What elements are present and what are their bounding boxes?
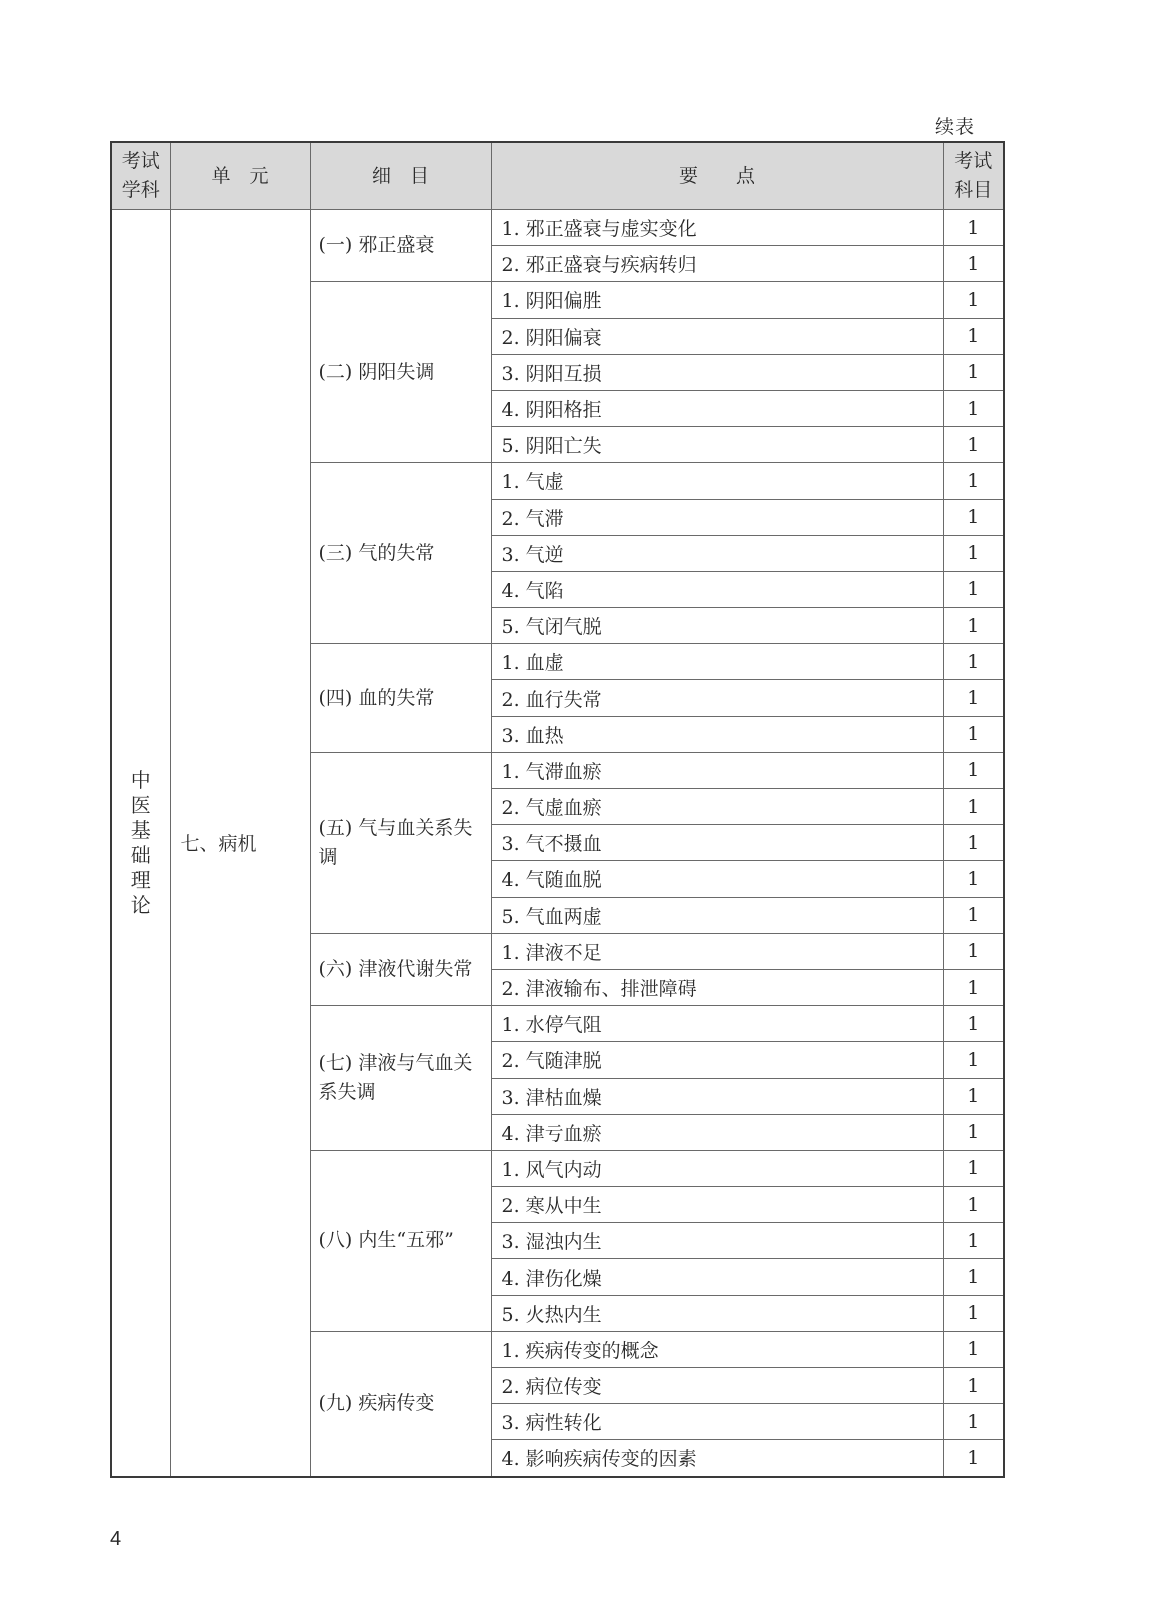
point-cell: 1. 气虚 [491, 463, 943, 499]
point-cell: 2. 气滞 [491, 499, 943, 535]
point-cell: 4. 影响疾病传变的因素 [491, 1440, 943, 1477]
level-cell: 1 [943, 969, 1004, 1005]
point-cell: 1. 风气内动 [491, 1150, 943, 1186]
point-cell: 1. 疾病传变的概念 [491, 1331, 943, 1367]
point-cell: 2. 寒从中生 [491, 1187, 943, 1223]
level-cell: 1 [943, 210, 1004, 246]
point-cell: 3. 气不摄血 [491, 825, 943, 861]
level-cell: 1 [943, 318, 1004, 354]
point-cell: 3. 津枯血燥 [491, 1078, 943, 1114]
level-cell: 1 [943, 825, 1004, 861]
level-cell: 1 [943, 1078, 1004, 1114]
point-cell: 1. 邪正盛衰与虚实变化 [491, 210, 943, 246]
point-cell: 1. 阴阳偏胜 [491, 282, 943, 318]
detail-cell: (九) 疾病传变 [310, 1331, 491, 1476]
header-subject-text: 考试 学科 [121, 150, 160, 201]
level-cell: 1 [943, 246, 1004, 282]
point-cell: 3. 阴阳互损 [491, 354, 943, 390]
point-cell: 1. 津液不足 [491, 933, 943, 969]
level-cell: 1 [943, 752, 1004, 788]
level-cell: 1 [943, 1150, 1004, 1186]
syllabus-table [110, 141, 1005, 1478]
level-cell: 1 [943, 1006, 1004, 1042]
point-cell: 4. 津亏血瘀 [491, 1114, 943, 1150]
table-body [111, 210, 1004, 1477]
level-cell: 1 [943, 1295, 1004, 1331]
level-cell: 1 [943, 1114, 1004, 1150]
level-cell: 1 [943, 861, 1004, 897]
detail-cell: (二) 阴阳失调 [310, 282, 491, 463]
point-cell: 5. 气血两虚 [491, 897, 943, 933]
point-cell: 1. 血虚 [491, 644, 943, 680]
level-cell: 1 [943, 390, 1004, 426]
level-cell: 1 [943, 933, 1004, 969]
header-detail: 细 目 [310, 142, 491, 210]
level-cell: 1 [943, 1331, 1004, 1367]
point-cell: 3. 湿浊内生 [491, 1223, 943, 1259]
point-cell: 3. 血热 [491, 716, 943, 752]
point-cell: 2. 邪正盛衰与疾病转归 [491, 246, 943, 282]
level-cell: 1 [943, 427, 1004, 463]
point-cell: 3. 病性转化 [491, 1404, 943, 1440]
level-cell: 1 [943, 463, 1004, 499]
header-level-text: 考试 科目 [954, 150, 993, 201]
header-level [943, 142, 1004, 210]
detail-cell: (八) 内生“五邪” [310, 1150, 491, 1331]
detail-cell: (四) 血的失常 [310, 644, 491, 753]
point-cell: 2. 气虚血瘀 [491, 789, 943, 825]
header-subject [111, 142, 170, 210]
point-cell: 5. 阴阳亡失 [491, 427, 943, 463]
point-cell: 1. 气滞血瘀 [491, 752, 943, 788]
subject-cell [111, 210, 170, 1477]
level-cell: 1 [943, 535, 1004, 571]
detail-cell: (三) 气的失常 [310, 463, 491, 644]
detail-cell: (一) 邪正盛衰 [310, 210, 491, 282]
point-cell: 4. 气陷 [491, 571, 943, 607]
level-cell: 1 [943, 1259, 1004, 1295]
detail-cell: (五) 气与血关系失调 [310, 752, 491, 933]
detail-cell: (七) 津液与气血关系失调 [310, 1006, 491, 1151]
table-row [111, 210, 1004, 246]
point-cell: 2. 气随津脱 [491, 1042, 943, 1078]
level-cell: 1 [943, 1223, 1004, 1259]
level-cell: 1 [943, 644, 1004, 680]
level-cell: 1 [943, 571, 1004, 607]
point-cell: 4. 阴阳格拒 [491, 390, 943, 426]
point-cell: 1. 水停气阻 [491, 1006, 943, 1042]
point-cell: 2. 津液输布、排泄障碍 [491, 969, 943, 1005]
point-cell: 5. 火热内生 [491, 1295, 943, 1331]
point-cell: 2. 血行失常 [491, 680, 943, 716]
point-cell: 5. 气闭气脱 [491, 608, 943, 644]
page-number: 4 [110, 1528, 122, 1550]
table-header-row [111, 142, 1004, 210]
level-cell: 1 [943, 1440, 1004, 1477]
subject-text: 中医基础理论 [130, 767, 151, 917]
level-cell: 1 [943, 716, 1004, 752]
header-unit: 单 元 [170, 142, 310, 210]
level-cell: 1 [943, 680, 1004, 716]
level-cell: 1 [943, 354, 1004, 390]
point-cell: 4. 气随血脱 [491, 861, 943, 897]
level-cell: 1 [943, 1042, 1004, 1078]
point-cell: 4. 津伤化燥 [491, 1259, 943, 1295]
detail-cell: (六) 津液代谢失常 [310, 933, 491, 1005]
level-cell: 1 [943, 897, 1004, 933]
continued-label: 续表 [935, 116, 976, 138]
level-cell: 1 [943, 789, 1004, 825]
level-cell: 1 [943, 1368, 1004, 1404]
level-cell: 1 [943, 1404, 1004, 1440]
level-cell: 1 [943, 608, 1004, 644]
point-cell: 3. 气逆 [491, 535, 943, 571]
level-cell: 1 [943, 282, 1004, 318]
unit-cell: 七、病机 [170, 210, 310, 1477]
header-point: 要 点 [491, 142, 943, 210]
point-cell: 2. 阴阳偏衰 [491, 318, 943, 354]
level-cell: 1 [943, 1187, 1004, 1223]
point-cell: 2. 病位传变 [491, 1368, 943, 1404]
level-cell: 1 [943, 499, 1004, 535]
